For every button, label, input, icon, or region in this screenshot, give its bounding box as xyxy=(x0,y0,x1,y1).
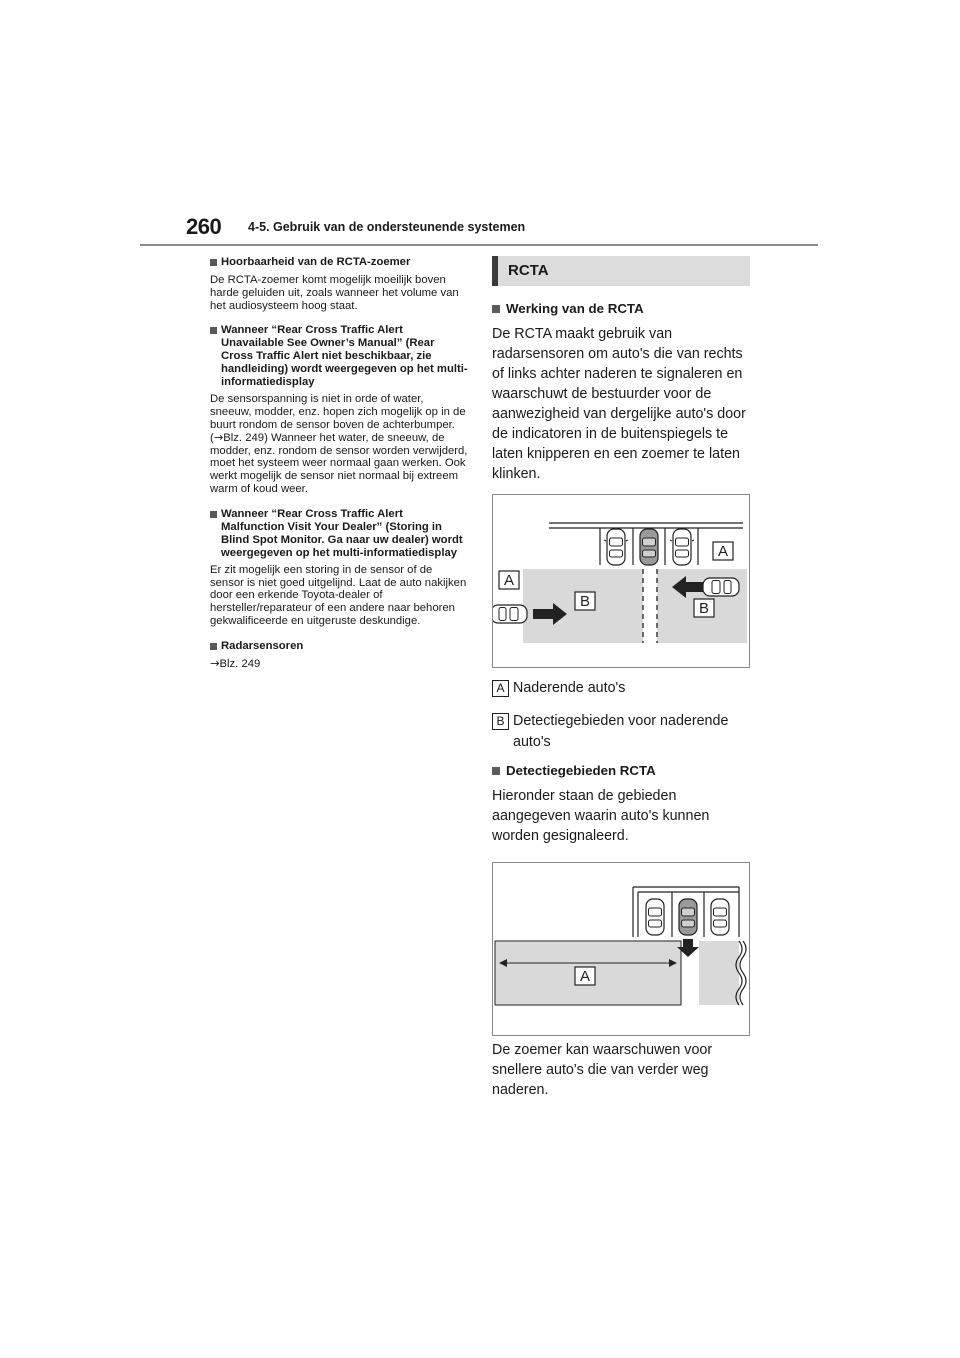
svg-text:A: A xyxy=(579,968,591,985)
svg-text:A: A xyxy=(717,543,729,560)
page-number: 260 xyxy=(186,214,222,239)
paragraph-radar-reference xyxy=(210,658,468,671)
page-reference-link[interactable]: Blz. 249 xyxy=(219,657,261,670)
closing-section xyxy=(492,1040,750,1100)
reference-arrow-icon: → xyxy=(213,430,224,444)
own-car-icon xyxy=(640,529,658,565)
reference-arrow-icon: → xyxy=(210,656,220,670)
subheading-rcta-operation: Werking van de RCTA xyxy=(492,300,750,318)
rcta-operation-figure xyxy=(492,494,750,668)
label-b-mid xyxy=(575,592,595,610)
approaching-car-right-icon xyxy=(703,578,739,596)
parked-car-icon xyxy=(711,899,729,935)
square-bullet-icon xyxy=(210,256,221,270)
approaching-car-left-icon xyxy=(493,605,527,623)
section-title: 4-5. Gebruik van de ondersteunende systemen xyxy=(248,220,526,234)
rcta-section-banner: RCTA xyxy=(492,256,750,286)
legend-item-b: B Detectiegebieden voor naderende auto's xyxy=(492,711,750,753)
legend-key: A xyxy=(492,680,509,697)
right-column xyxy=(492,256,750,484)
square-bullet-icon xyxy=(210,640,221,654)
subheading-detection-areas: Detectiegebieden RCTA xyxy=(492,762,750,780)
label-a-right xyxy=(713,542,733,560)
svg-text:B: B xyxy=(579,593,591,610)
detection-areas-illustration xyxy=(493,863,749,1035)
subheading-buzzer: Hoorbaarheid van de RCTA-zoemer xyxy=(210,256,468,270)
paragraph-buzzer-warning: De zoemer kan waarschuwen voor snellere auto's die van verder weg naderen. xyxy=(492,1042,713,1098)
detection-areas-figure xyxy=(492,862,750,1036)
paragraph-malfunction: Er zit mogelijk een storing in de sensor of de sensor is niet goed uitgelijnd. Laat de auto nakijken door een erkende Toyota-dealer of hersteller/reparateur of een andere naar behoren gekwalificeerde en uitgeruste deskundige. xyxy=(210,563,467,627)
label-b-right xyxy=(694,599,714,617)
square-bullet-icon xyxy=(492,300,506,318)
parked-car-icon xyxy=(646,899,664,935)
page-reference-link[interactable]: Blz. 249 xyxy=(223,431,265,444)
rcta-operation-illustration xyxy=(493,495,749,667)
paragraph-detection-areas: Hieronder staan de gebieden aangegeven waarin auto's kunnen worden gesignaleerd. xyxy=(492,788,710,844)
subheading-radar-sensors: Radarsensoren xyxy=(210,640,468,654)
legend-item-a: A Naderende auto's xyxy=(492,678,750,699)
subheading-malfunction: Wanneer “Rear Cross Traffic Alert Malfunction Visit Your Dealer” (Storing in Blind Spot Monitor. Ga naar uw dealer) wordt weergegeven op het multi-informatiedisplay xyxy=(210,508,468,560)
svg-text:A: A xyxy=(503,572,515,589)
parked-car-icon xyxy=(604,529,628,565)
own-car-icon xyxy=(679,899,697,935)
svg-text:B: B xyxy=(698,600,710,617)
legend-key: B xyxy=(492,713,509,730)
square-bullet-icon xyxy=(210,508,221,560)
header-rule xyxy=(140,244,818,246)
label-a-left xyxy=(499,571,519,589)
subheading-unavailable: Wanneer “Rear Cross Traffic Alert Unavailable See Owner’s Manual” (Rear Cross Traffic Alert niet beschikbaar, zie handleiding) wordt weergegeven op het multi-informatiedisplay xyxy=(210,324,468,389)
figure-legend xyxy=(492,678,750,753)
square-bullet-icon xyxy=(492,762,506,780)
square-bullet-icon xyxy=(210,324,221,389)
detection-zone-right xyxy=(699,941,739,1005)
detection-areas-section xyxy=(492,762,750,846)
paragraph-buzzer: De RCTA-zoemer komt mogelijk moeilijk boven harde geluiden uit, zoals wanneer het volume van het audiosysteem hoog staat. xyxy=(210,274,459,312)
parked-car-icon xyxy=(670,529,694,565)
label-a xyxy=(575,967,595,985)
left-column xyxy=(210,256,468,683)
paragraph-rcta-operation: De RCTA maakt gebruik van radarsensoren om auto's die van rechts of links achter naderen te signaleren en waarschuwt de bestuurder voor de aanwezigheid van dergelijke auto's door de indicatoren in de buitenspiegels te laten knipperen en een zoemer te laten klinken. xyxy=(492,326,746,482)
paragraph-unavailable: De sensorspanning is niet in orde of water, sneeuw, modder, enz. hopen zich mogelijk op in de buurt rondom de sensor boven de achterbumper. (→Blz. 249) Wanneer het water, de sneeuw, de modder, enz. rondom de sensor worden verwijderd, moet het systeem weer normaal gaan werken. Ook werkt mogelijk de sensor niet normaal bij extreem warm of koud weer. xyxy=(210,393,468,495)
